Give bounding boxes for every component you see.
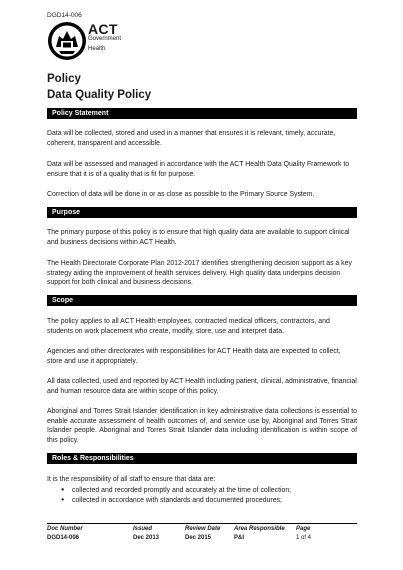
list-item: ● collected and recorded promptly and accurately at the time of collection; xyxy=(47,486,291,496)
footer-header-row xyxy=(47,525,357,534)
footer-review-date: Dec 2015 xyxy=(185,535,212,541)
logo-division: Health xyxy=(88,46,106,52)
title-line-1: Policy xyxy=(47,73,81,85)
footer-issued: Dec 2013 xyxy=(133,535,160,541)
scope-paragraph: Agencies and other directorates with responsibilities for ACT Health data are expected to collect, store and use it appropriately. xyxy=(47,348,341,365)
purpose-paragraph: The primary purpose of this policy is to ensure that high quality data are available to support clinical and business decisions within ACT Health. xyxy=(47,229,350,246)
document-code: DGD14-006 xyxy=(47,12,82,19)
footer-header-issued: Issued xyxy=(133,526,153,532)
policy-statement-paragraph: Correction of data will be done in or as close as possible to the Primary Source System. xyxy=(47,191,315,198)
footer-page-number: 1 of 4 xyxy=(296,535,312,541)
section-heading-roles: Roles & Responsibilities xyxy=(47,453,357,464)
footer-header-doc-number: Doc Number xyxy=(47,526,83,532)
title-line-2: Data Quality Policy xyxy=(47,89,152,101)
footer-doc-number: DGD14-006 xyxy=(47,535,80,541)
roles-intro: It is the responsibility of all staff to ensure that data are: xyxy=(47,476,216,483)
document-footer xyxy=(47,525,357,543)
footer-divider xyxy=(47,523,357,524)
section-heading-scope: Scope xyxy=(47,295,357,306)
footer-header-review-date: Review Date xyxy=(185,526,221,532)
act-health-logo xyxy=(47,21,122,65)
scope-paragraph: The policy applies to all ACT Health employees, contracted medical officers, contractors, and students on work placement who create, modify, store, use and interpret data. xyxy=(47,318,330,335)
policy-statement-paragraph: Data will be collected, stored and used in a manner that ensures it is relevant, timely, accurate, coherent, transparent and accessible. xyxy=(47,130,336,147)
footer-area-responsible: P&I xyxy=(234,535,245,541)
scope-paragraph: Aboriginal and Torres Strait Islander identification in key administrative data collections is essential to enable accurate assessment of health outcomes of, and service use by, Aboriginal and Torres Strait Islander people. Aboriginal and Torres Strait Islander data including identification is within scope of this policy. xyxy=(47,408,357,444)
act-coat-of-arms-icon xyxy=(47,21,87,61)
section-heading-purpose: Purpose xyxy=(47,207,357,218)
policy-statement-paragraph: Data will be assessed and managed in accordance with the ACT Health Data Quality Framework to ensure that it is of a quality that is fit for purpose. xyxy=(47,161,350,178)
logo-org-short: ACT xyxy=(88,21,118,37)
footer-header-area-responsible: Area Responsible xyxy=(234,526,285,532)
scope-paragraph: All data collected, used and reported by ACT Health including patient, clinical, administrative, financial and human resource data are within scope of this policy. xyxy=(47,378,357,395)
footer-value-row xyxy=(47,534,357,543)
purpose-paragraph: The Health Directorate Corporate Plan 2012-2017 identifies strengthening decision support as a key strategy aiding the improvement of health services delivery. High quality data underpins decision support for both clinical and business decisions. xyxy=(47,260,352,287)
logo-org-line: Government xyxy=(88,36,122,42)
roles-bullet-list xyxy=(47,486,291,505)
page-title xyxy=(47,71,151,103)
section-heading-policy-statement: Policy Statement xyxy=(47,108,357,119)
list-item: ● collected in accordance with standards and documented procedures; xyxy=(47,496,291,506)
footer-header-page: Page xyxy=(296,526,311,532)
